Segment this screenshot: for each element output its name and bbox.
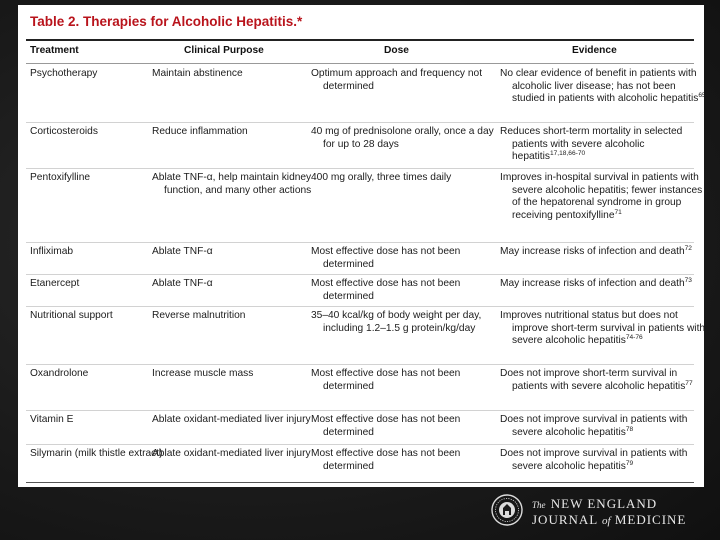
- cell-evidence: [500, 246, 708, 259]
- cell-evidence-text: Reduces short-term mortality in selected patients with severe alcoholic hepatitis: [500, 126, 683, 163]
- journal-of: of: [602, 515, 611, 527]
- cell-dose-text: 35–40 kcal/kg of body weight per day, including 1.2–1.5 g protein/kg/day: [311, 310, 482, 334]
- cell-treatment-text: Infliximab: [30, 246, 74, 257]
- cell-dose: [311, 310, 505, 335]
- cell-evidence: [500, 368, 708, 393]
- cell-treatment-text: Nutritional support: [30, 310, 113, 321]
- row-separator: [26, 122, 694, 123]
- cell-treatment-text: Corticosteroids: [30, 126, 98, 137]
- cell-clinical-purpose-text: Ablate TNF-α: [152, 246, 213, 257]
- citation-reference: 72: [684, 245, 692, 252]
- table-panel: [18, 5, 704, 487]
- cell-evidence-text: May increase risks of infection and death: [500, 246, 685, 257]
- citation-reference: 17,18,66-70: [549, 150, 586, 158]
- cell-evidence-text: Does not improve short-term survival in patients with severe alcoholic hepatitis: [500, 368, 686, 392]
- cell-dose: [311, 126, 505, 151]
- cell-clinical-purpose: [152, 448, 314, 461]
- row-separator: [26, 242, 694, 243]
- cell-dose-text: Optimum approach and frequency not determined: [311, 68, 483, 92]
- journal-the: The: [532, 500, 546, 510]
- citation-reference: 73: [684, 277, 692, 284]
- cell-evidence-text: May increase risks of infection and death: [500, 278, 685, 289]
- cell-evidence-text: No clear evidence of benefit in patients with alcoholic liver disease; has not been studied in patients with alcoholic hepatitis: [500, 68, 699, 105]
- cell-clinical-purpose-text: Ablate oxidant-mediated liver injury: [152, 414, 311, 425]
- citation-reference: 79: [625, 459, 634, 467]
- cell-evidence-text: Does not improve survival in patients with severe alcoholic hepatitis: [500, 448, 688, 472]
- row-separator: [26, 364, 694, 365]
- cell-clinical-purpose: [152, 172, 314, 197]
- cell-clinical-purpose-text: Reverse malnutrition: [152, 310, 246, 321]
- cell-dose-text: Most effective dose has not been determined: [311, 246, 461, 270]
- cell-clinical-purpose: [152, 310, 314, 323]
- cell-clinical-purpose-text: Ablate TNF-α: [152, 278, 213, 289]
- cell-clinical-purpose-text: Reduce inflammation: [152, 126, 248, 137]
- journal-medicine-word: MEDICINE: [614, 512, 687, 527]
- row-separator: [26, 274, 694, 275]
- citation-reference: 78: [625, 425, 634, 433]
- cell-evidence-text: Does not improve survival in patients with severe alcoholic hepatitis: [500, 414, 688, 438]
- cell-evidence: [500, 172, 708, 222]
- cell-dose: [311, 172, 505, 185]
- cell-dose: [311, 246, 505, 271]
- cell-evidence: [500, 278, 708, 291]
- cell-treatment-text: Pentoxifylline: [30, 172, 91, 183]
- cell-clinical-purpose: [152, 278, 314, 291]
- cell-dose: [311, 278, 505, 303]
- cell-treatment-text: Psychotherapy: [30, 68, 98, 79]
- citation-reference: 65: [698, 92, 706, 100]
- cell-evidence: [500, 414, 708, 439]
- cell-dose: [311, 414, 505, 439]
- cell-dose: [311, 68, 505, 93]
- cell-dose-text: 40 mg of prednisolone orally, once a day for up to 28 days: [311, 126, 494, 150]
- cell-dose-text: Most effective dose has not been determined: [311, 448, 461, 472]
- cell-clinical-purpose: [152, 414, 314, 427]
- cell-treatment-text: Vitamin E: [30, 414, 74, 425]
- cell-clinical-purpose-text: Maintain abstinence: [152, 68, 243, 79]
- row-separator: [26, 168, 694, 169]
- row-separator: [26, 410, 694, 411]
- row-separator: [26, 444, 694, 445]
- cell-dose-text: Most effective dose has not been determined: [311, 414, 461, 438]
- cell-evidence-text: Improves in-hospital survival in patients with severe alcoholic hepatitis; fewer instances of the hepatorenal syndrome in group receiving pentoxifylline: [500, 172, 703, 221]
- journal-journal-word: JOURNAL: [532, 512, 598, 527]
- row-separator: [26, 306, 694, 307]
- cell-evidence-text: Improves nutritional status but does not improve short-term survival in patients with severe alcoholic hepatitis: [500, 310, 706, 347]
- cell-evidence: [500, 126, 708, 164]
- header-separator: [26, 63, 694, 64]
- table-title: Table 2. Therapies for Alcoholic Hepatitis.*: [30, 14, 303, 29]
- cell-clinical-purpose: [152, 246, 314, 259]
- nejm-seal-icon: [491, 494, 523, 526]
- column-header-clinical-purpose: Clinical Purpose: [184, 45, 264, 56]
- column-header-treatment: Treatment: [30, 45, 79, 56]
- journal-new-england: NEW ENGLAND: [550, 496, 658, 511]
- column-header-dose: Dose: [384, 45, 409, 56]
- cell-treatment-text: Oxandrolone: [30, 368, 89, 379]
- journal-name-line1: [532, 496, 657, 512]
- cell-treatment-text: Etanercept: [30, 278, 80, 289]
- cell-clinical-purpose: [152, 368, 314, 381]
- cell-clinical-purpose: [152, 68, 314, 81]
- cell-dose: [311, 448, 505, 473]
- cell-evidence: [500, 310, 708, 348]
- citation-reference: 74-76: [625, 334, 643, 342]
- cell-clinical-purpose: [152, 126, 314, 139]
- cell-dose: [311, 368, 505, 393]
- cell-clinical-purpose-text: Increase muscle mass: [152, 368, 254, 379]
- cell-evidence: [500, 448, 708, 473]
- column-header-evidence: Evidence: [572, 45, 617, 56]
- citation-reference: 71: [614, 208, 622, 216]
- citation-reference: 77: [685, 379, 693, 387]
- cell-clinical-purpose-text: Ablate oxidant-mediated liver injury: [152, 448, 311, 459]
- bottom-rule: [26, 482, 694, 483]
- cell-dose-text: 400 mg orally, three times daily: [311, 172, 452, 183]
- cell-dose-text: Most effective dose has not been determined: [311, 278, 461, 302]
- cell-evidence: [500, 68, 708, 106]
- cell-treatment-text: Silymarin (milk thistle extract): [30, 448, 163, 459]
- journal-name-line2: [532, 512, 686, 528]
- top-rule: [26, 39, 694, 41]
- cell-dose-text: Most effective dose has not been determined: [311, 368, 461, 392]
- cell-clinical-purpose-text: Ablate TNF-α, help maintain kidney function, and many other actions: [152, 172, 312, 196]
